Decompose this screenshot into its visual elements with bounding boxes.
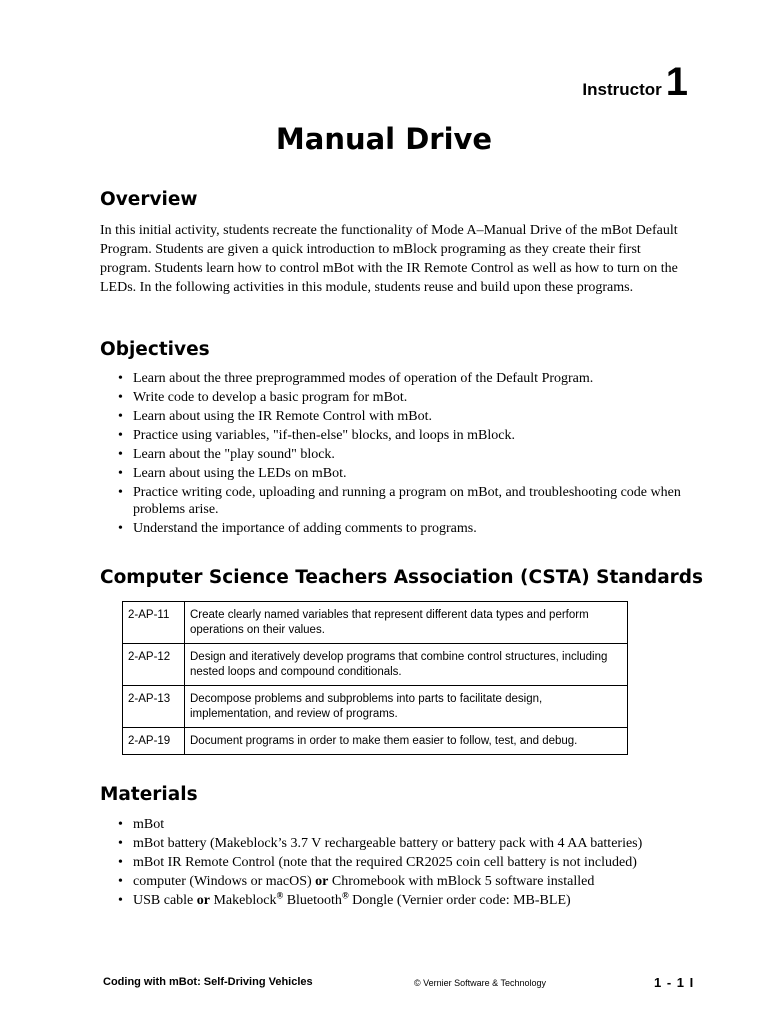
material-text: USB cable [133,893,194,908]
material-text: Chromebook with mBlock 5 software installed [331,874,595,889]
instructor-header [582,62,688,102]
table-row [123,728,628,755]
objective-item: • Write code to develop a basic program for mBot. [100,389,700,406]
material-text: computer (Windows or macOS) [133,874,312,889]
standard-code: 2-AP-11 [123,602,185,644]
material-text: Bluetooth [286,893,342,908]
or-text: or [315,874,329,889]
footer-book-title: Coding with mBot: Self-Driving Vehicles [103,976,313,988]
instructor-label: Instructor [582,80,662,99]
objective-item: • Learn about using the IR Remote Control with mBot. [100,408,700,425]
objectives-list [100,370,700,539]
page-footer [0,976,768,992]
objective-item: • Learn about using the LEDs on mBot. [100,465,700,482]
registered-mark: ® [341,890,349,901]
or-text: or [196,893,210,908]
overview-paragraph: In this initial activity, students recreate the functionality of Mode A–Manual Drive of the mBot Default Program. Students are given a quick introduction to mBlock programing as they create their first program. Students learn how to control mBot with the IR Remote Control as well as how to turn on the LEDs. In the following activities in this module, students reuse and build upon these programs. [100,223,678,295]
material-item [100,873,700,890]
registered-mark: ® [276,890,284,901]
material-item [100,892,700,909]
material-item: • mBot [100,816,700,833]
standard-code: 2-AP-13 [123,686,185,728]
standard-description: Design and iteratively develop programs that combine control structures, including nested loops and compound conditionals. [185,644,628,686]
standard-description: Document programs in order to make them easier to follow, test, and debug. [185,728,628,755]
csta-heading: Computer Science Teachers Association (CSTA) Standards [100,567,704,588]
page-title: Manual Drive [275,122,493,156]
material-text: Makeblock [213,893,277,908]
activity-number: 1 [665,60,688,104]
footer-copyright: © Vernier Software & Technology [414,978,547,988]
standard-code: 2-AP-19 [123,728,185,755]
material-item: • mBot IR Remote Control (note that the required CR2025 coin cell battery is not included) [100,854,700,871]
table-row [123,686,628,728]
materials-list [100,816,700,911]
overview-heading: Overview [100,189,198,210]
objective-item: • Practice using variables, "if-then-else" blocks, and loops in mBlock. [100,427,700,444]
objective-item: • Practice writing code, uploading and running a program on mBot, and troubleshooting code when problems arise. [100,484,700,518]
standard-description: Decompose problems and subproblems into parts to facilitate design, implementation, and review of programs. [185,686,628,728]
footer-page-number: 1 - 1 I [654,975,694,990]
csta-standards-table [122,601,628,755]
table-row [123,644,628,686]
materials-heading: Materials [100,784,198,805]
objective-item: • Understand the importance of adding comments to programs. [100,520,700,537]
table-row [123,602,628,644]
material-item: • mBot battery (Makeblock’s 3.7 V rechargeable battery or battery pack with 4 AA batteries) [100,835,700,852]
objective-item: • Learn about the three preprogrammed modes of operation of the Default Program. [100,370,700,387]
material-text: Dongle (Vernier order code: MB-BLE) [352,893,571,908]
objectives-heading: Objectives [100,339,210,360]
standard-description: Create clearly named variables that represent different data types and perform operations on their values. [185,602,628,644]
standard-code: 2-AP-12 [123,644,185,686]
objective-item: • Learn about the "play sound" block. [100,446,700,463]
